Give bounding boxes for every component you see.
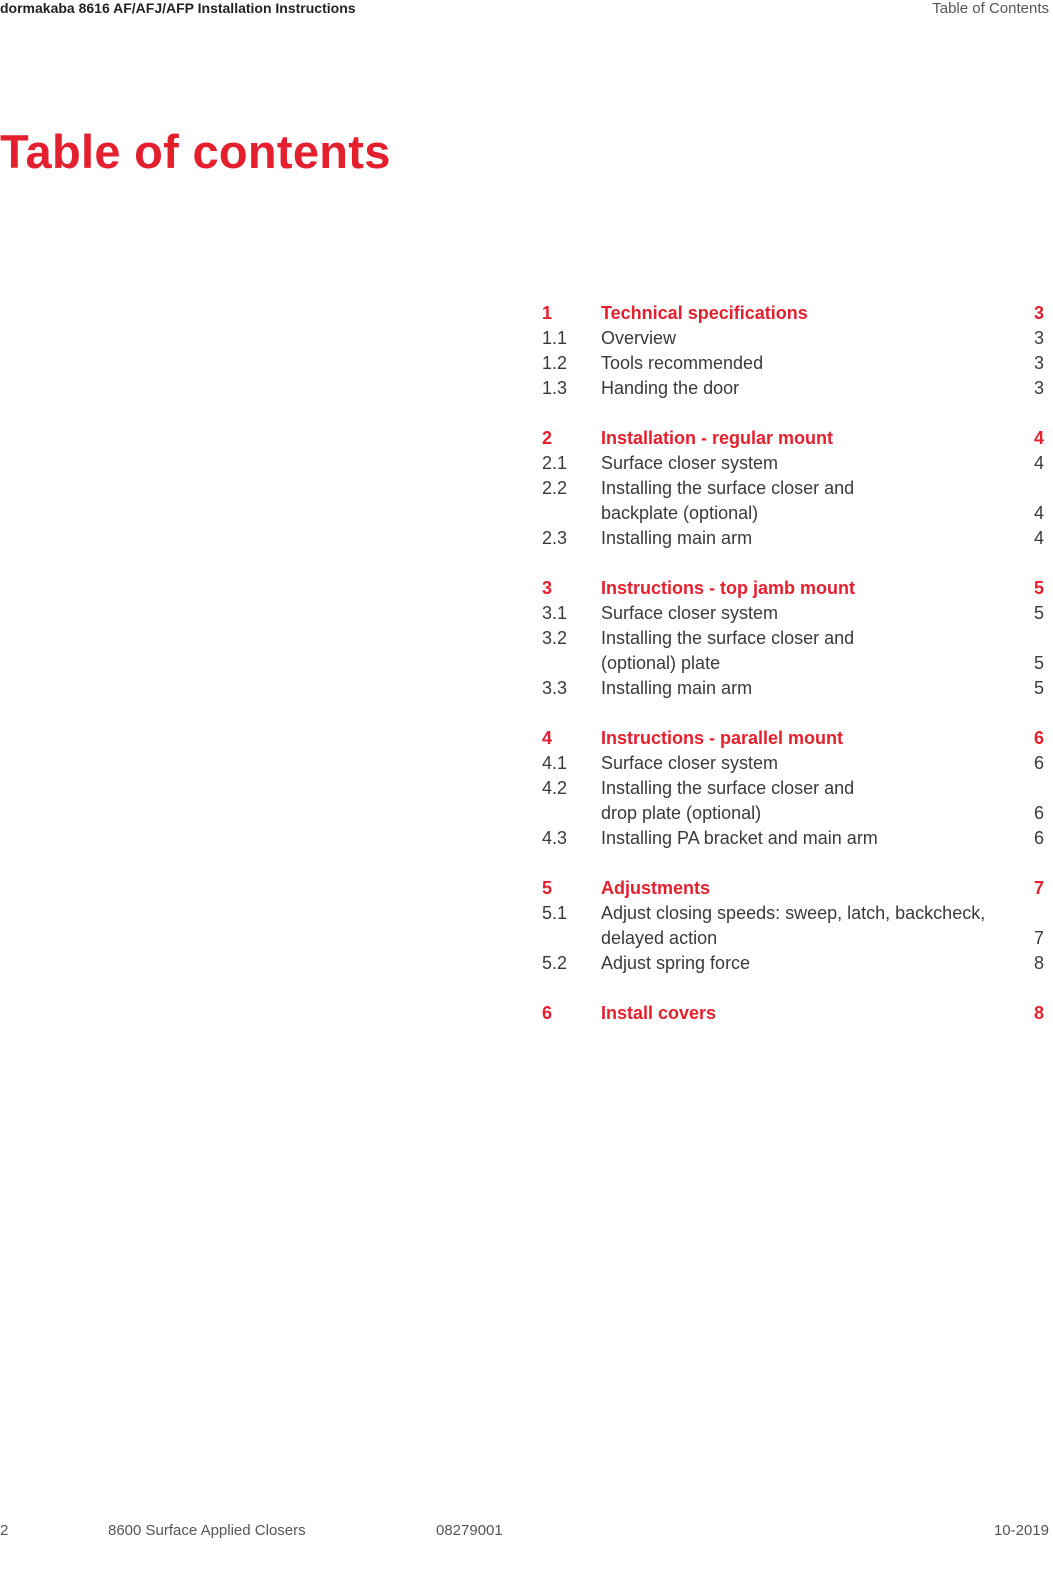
toc-subsection-page: 4 xyxy=(1033,453,1044,473)
toc-subsection-entry[interactable] xyxy=(542,751,1044,776)
toc-chapter-entry[interactable] xyxy=(542,301,1044,326)
toc-chapter-page: 3 xyxy=(1033,303,1044,323)
toc-subsection-entry[interactable] xyxy=(542,901,1044,951)
toc-subsection-title-line: delayed action xyxy=(601,928,718,948)
toc-chapter-title: Instructions - parallel mount xyxy=(601,728,844,748)
footer-page-number: 2 xyxy=(0,1522,9,1539)
toc-subsection-title-line: backplate (optional) xyxy=(601,503,759,523)
toc-chapter-title: Install covers xyxy=(601,1003,717,1023)
toc-subsection-title xyxy=(601,526,1004,551)
toc-subsection-entry[interactable] xyxy=(542,626,1044,676)
toc-chapter-entry[interactable] xyxy=(542,426,1044,451)
toc-subsection-number: 4.2 xyxy=(542,778,568,798)
toc-subsection-title-line: Adjust spring force xyxy=(601,953,751,973)
toc-section xyxy=(542,426,1044,551)
toc-chapter-number: 6 xyxy=(542,1003,553,1023)
toc-subsection-title-line: Installing main arm xyxy=(601,528,753,548)
toc-subsection-title xyxy=(601,901,1004,951)
toc-subsection-entry[interactable] xyxy=(542,451,1044,476)
footer-document-number: 08279001 xyxy=(436,1522,503,1539)
toc-subsection-page: 3 xyxy=(1033,328,1044,348)
toc-subsection-title xyxy=(601,951,1004,976)
toc-subsection-title-line: Adjust closing speeds: sweep, latch, backcheck, xyxy=(601,903,986,923)
toc-subsection-title-line: Surface closer system xyxy=(601,453,779,473)
table-of-contents xyxy=(542,301,1044,1051)
toc-subsection-title-line: Surface closer system xyxy=(601,753,779,773)
toc-subsection-title-line: Installing the surface closer and xyxy=(601,478,855,498)
toc-subsection-title xyxy=(601,626,1004,676)
toc-subsection-number: 4.3 xyxy=(542,828,568,848)
toc-subsection-entry[interactable] xyxy=(542,826,1044,851)
toc-subsection-page: 6 xyxy=(1033,753,1044,773)
toc-subsection-number: 2.3 xyxy=(542,528,568,548)
toc-chapter-title: Instructions - top jamb mount xyxy=(601,578,855,598)
toc-chapter-number: 4 xyxy=(542,728,553,748)
toc-subsection-page: 4 xyxy=(1033,503,1044,523)
toc-subsection-entry[interactable] xyxy=(542,601,1044,626)
toc-subsection-number: 1.3 xyxy=(542,378,568,398)
toc-subsection-title xyxy=(601,676,1004,701)
toc-subsection-page: 3 xyxy=(1033,378,1044,398)
page-title: Table of contents xyxy=(0,125,391,178)
toc-subsection-entry[interactable] xyxy=(542,776,1044,826)
toc-chapter-title: Adjustments xyxy=(601,878,711,898)
toc-subsection-title xyxy=(601,326,1004,351)
toc-section xyxy=(542,1001,1044,1026)
toc-subsection-number: 2.2 xyxy=(542,478,568,498)
toc-section xyxy=(542,876,1044,976)
toc-subsection-entry[interactable] xyxy=(542,326,1044,351)
toc-subsection-page: 6 xyxy=(1033,803,1044,823)
toc-subsection-title xyxy=(601,451,1004,476)
toc-subsection-title xyxy=(601,826,1004,851)
toc-subsection-title xyxy=(601,601,1004,626)
toc-subsection-title-line: Overview xyxy=(601,328,677,348)
toc-subsection-number: 2.1 xyxy=(542,453,568,473)
toc-subsection-title xyxy=(601,751,1004,776)
toc-subsection-number: 1.1 xyxy=(542,328,568,348)
toc-chapter-number: 5 xyxy=(542,878,553,898)
toc-chapter-title: Installation - regular mount xyxy=(601,428,834,448)
toc-subsection-page: 6 xyxy=(1033,828,1044,848)
toc-subsection-page: 3 xyxy=(1033,353,1044,373)
toc-chapter-entry[interactable] xyxy=(542,576,1044,601)
toc-subsection-entry[interactable] xyxy=(542,951,1044,976)
toc-chapter-number: 3 xyxy=(542,578,553,598)
toc-subsection-page: 5 xyxy=(1033,603,1044,623)
toc-subsection-number: 1.2 xyxy=(542,353,568,373)
toc-chapter-entry[interactable] xyxy=(542,1001,1044,1026)
toc-subsection-page: 8 xyxy=(1033,953,1044,973)
toc-subsection-entry[interactable] xyxy=(542,526,1044,551)
toc-subsection-entry[interactable] xyxy=(542,376,1044,401)
toc-section xyxy=(542,576,1044,701)
toc-section xyxy=(542,301,1044,401)
toc-chapter-entry[interactable] xyxy=(542,726,1044,751)
toc-chapter-title: Technical specifications xyxy=(601,303,808,323)
toc-subsection-title-line: Installing PA bracket and main arm xyxy=(601,828,878,848)
toc-chapter-entry[interactable] xyxy=(542,876,1044,901)
toc-section xyxy=(542,726,1044,851)
toc-subsection-number: 4.1 xyxy=(542,753,568,773)
toc-chapter-page: 5 xyxy=(1033,578,1044,598)
document-title: dormakaba 8616 AF/AFJ/AFP Installation Instructions xyxy=(0,0,356,16)
toc-subsection-title xyxy=(601,476,1004,526)
section-label: Table of Contents xyxy=(932,0,1049,17)
toc-chapter-page: 8 xyxy=(1033,1003,1044,1023)
toc-subsection-title-line: (optional) plate xyxy=(601,653,721,673)
toc-chapter-page: 6 xyxy=(1033,728,1044,748)
toc-subsection-page: 5 xyxy=(1033,678,1044,698)
toc-subsection-title-line: drop plate (optional) xyxy=(601,803,762,823)
toc-subsection-title-line: Installing the surface closer and xyxy=(601,628,855,648)
toc-subsection-number: 3.3 xyxy=(542,678,568,698)
toc-subsection-number: 3.2 xyxy=(542,628,568,648)
toc-subsection-entry[interactable] xyxy=(542,676,1044,701)
toc-chapter-page: 4 xyxy=(1033,428,1044,448)
toc-chapter-number: 2 xyxy=(542,428,553,448)
toc-subsection-title-line: Installing the surface closer and xyxy=(601,778,855,798)
toc-subsection-entry[interactable] xyxy=(542,476,1044,526)
toc-subsection-page: 4 xyxy=(1033,528,1044,548)
toc-subsection-number: 3.1 xyxy=(542,603,568,623)
footer-date: 10-2019 xyxy=(993,1522,1049,1539)
toc-subsection-title-line: Handing the door xyxy=(601,378,740,398)
toc-subsection-entry[interactable] xyxy=(542,351,1044,376)
toc-subsection-page: 5 xyxy=(1033,653,1044,673)
toc-subsection-page: 7 xyxy=(1033,928,1044,948)
toc-subsection-title xyxy=(601,376,1004,401)
toc-subsection-title xyxy=(601,351,1004,376)
toc-chapter-page: 7 xyxy=(1033,878,1044,898)
toc-subsection-number: 5.1 xyxy=(542,903,568,923)
toc-chapter-number: 1 xyxy=(542,303,553,323)
toc-subsection-title-line: Tools recommended xyxy=(601,353,764,373)
toc-subsection-title-line: Installing main arm xyxy=(601,678,753,698)
toc-subsection-title xyxy=(601,776,1004,826)
toc-subsection-title-line: Surface closer system xyxy=(601,603,779,623)
footer-product-name: 8600 Surface Applied Closers xyxy=(108,1522,306,1539)
toc-subsection-number: 5.2 xyxy=(542,953,568,973)
